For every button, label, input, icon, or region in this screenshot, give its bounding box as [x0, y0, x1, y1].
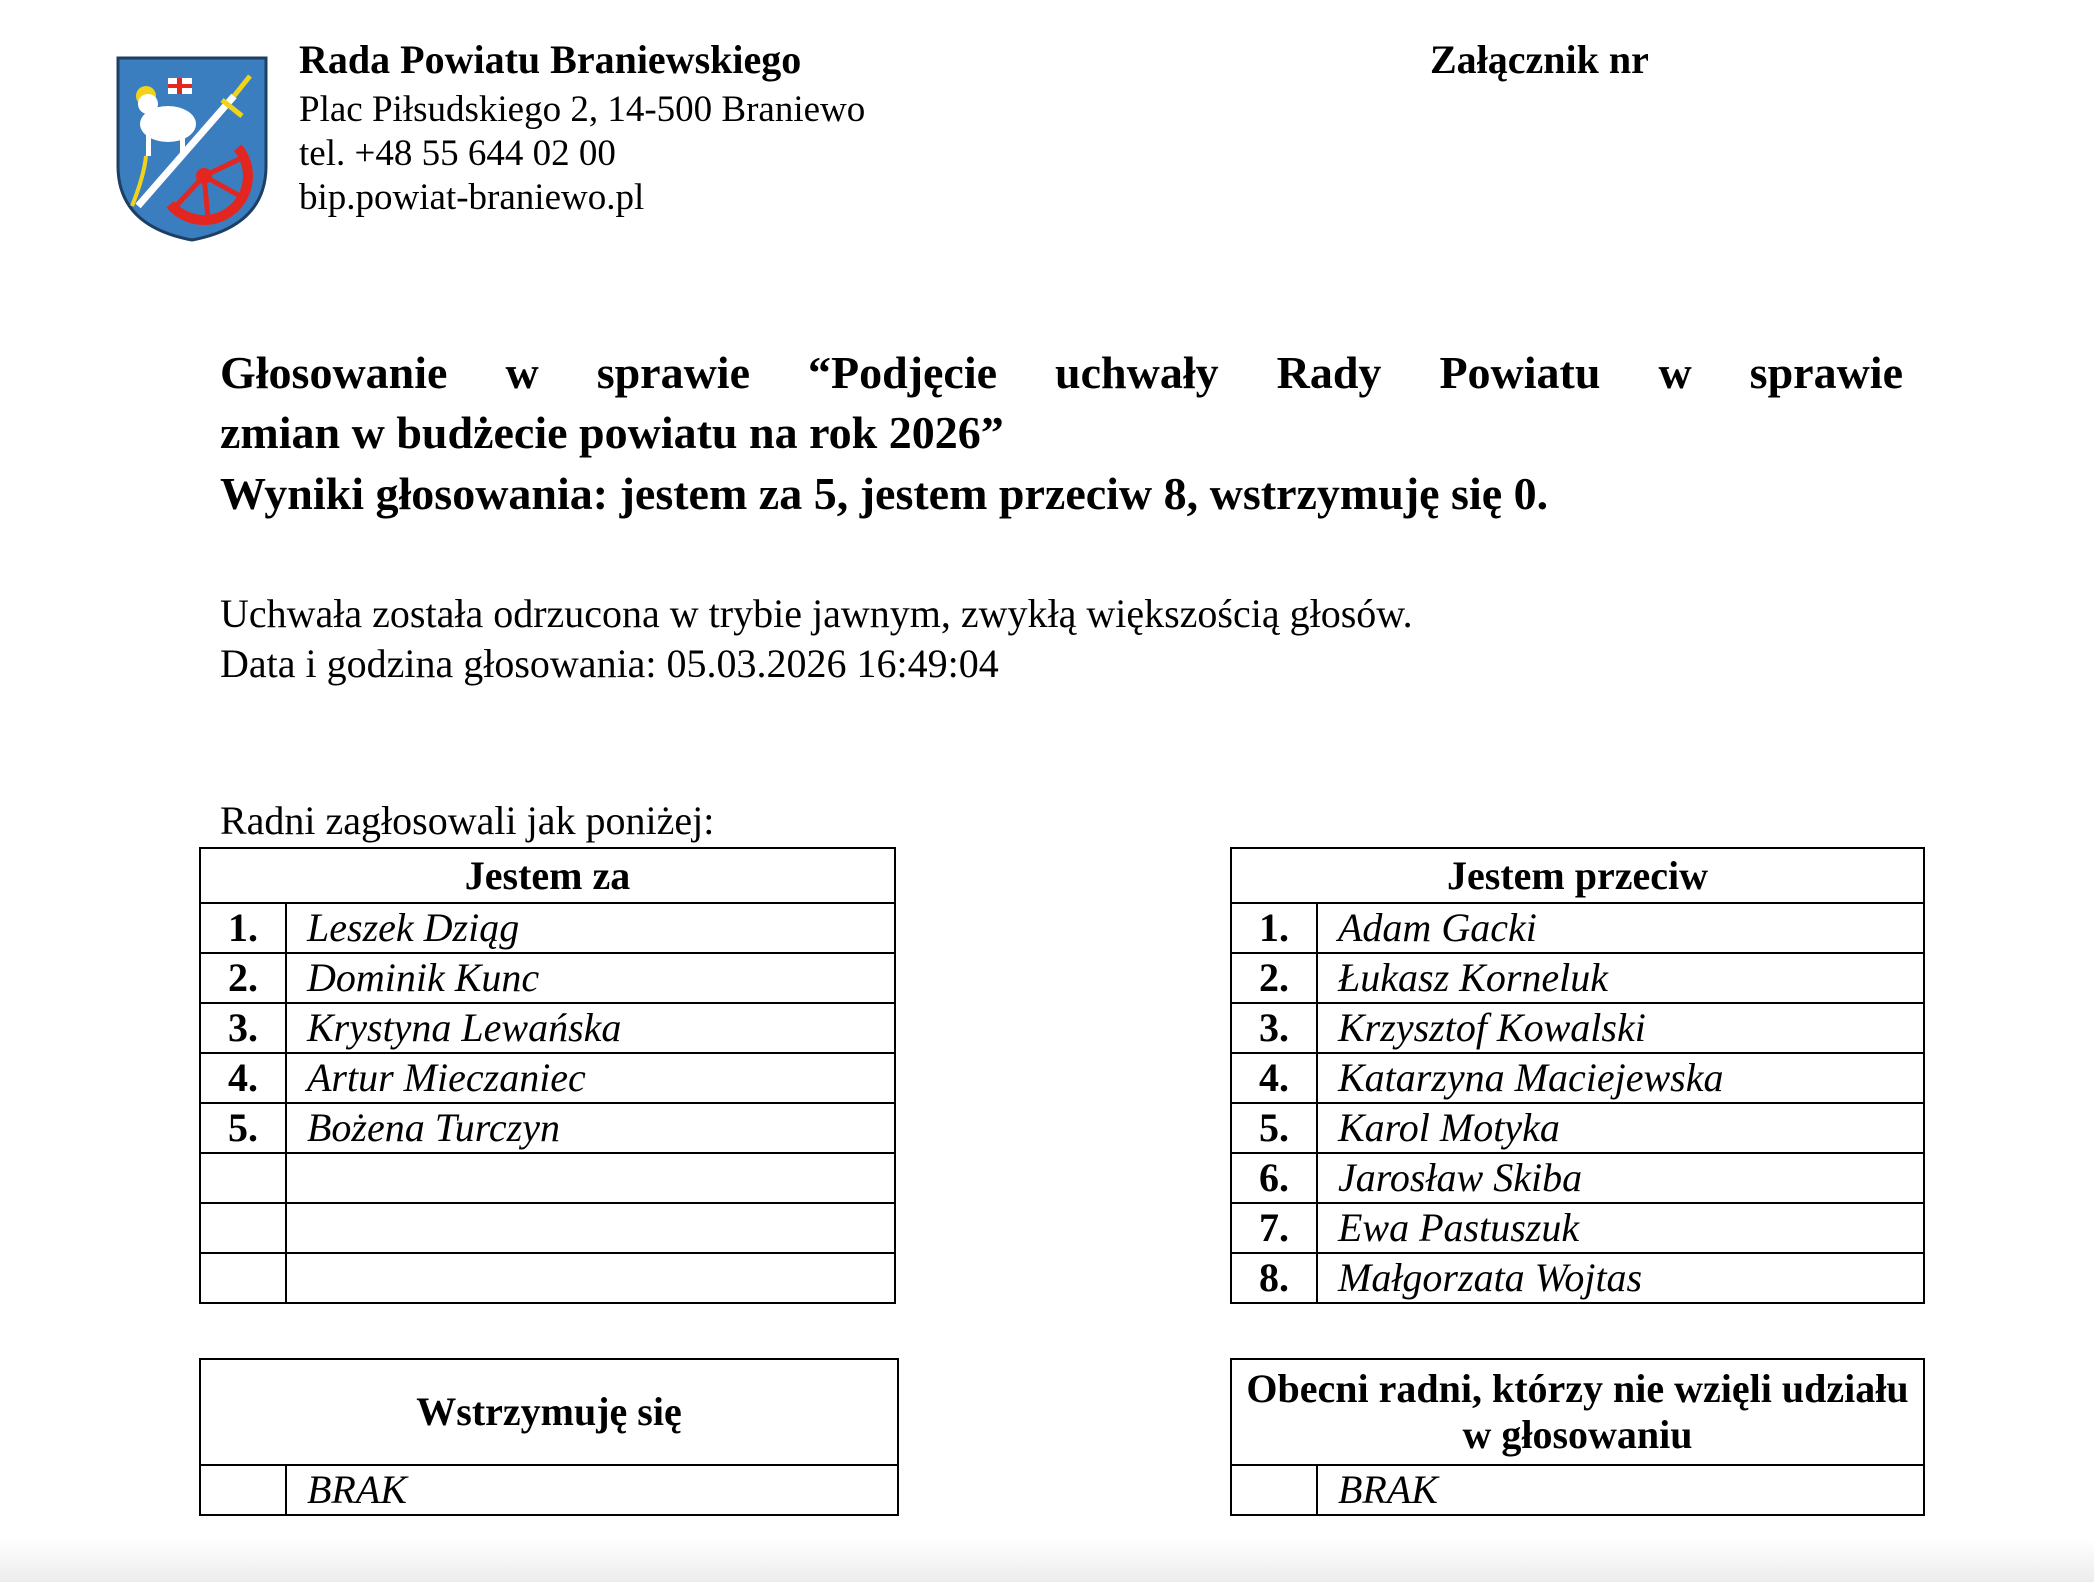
table-row: [200, 953, 895, 1003]
table-row: [200, 1153, 895, 1203]
table-row: [200, 1203, 895, 1253]
row-number: 2.: [1231, 953, 1317, 1003]
councillor-name: Krystyna Lewańska: [286, 1003, 895, 1053]
table-abstain: [199, 1358, 899, 1516]
heading-line-1: Głosowanie w sprawie “Podjęcie uchwały Rady Powiatu w sprawie: [220, 347, 1903, 398]
resolution-result: Uchwała została odrzucona w trybie jawnym, zwykłą większością głosów.: [220, 591, 1413, 636]
votes-intro: Radni zagłosowali jak poniżej:: [220, 798, 715, 843]
table-row: [200, 1253, 895, 1303]
table-row: [1231, 1153, 1924, 1203]
row-number: 8.: [1231, 1253, 1317, 1303]
table-row: [1231, 1053, 1924, 1103]
table-title: Obecni radni, którzy nie wzięli udziału w głosowaniu: [1231, 1359, 1924, 1465]
councillor-name: Dominik Kunc: [286, 953, 895, 1003]
row-number: 1.: [200, 903, 286, 953]
councillor-name: BRAK: [1317, 1465, 1924, 1515]
row-number: 3.: [1231, 1003, 1317, 1053]
row-number: 4.: [1231, 1053, 1317, 1103]
table-row: [200, 1053, 895, 1103]
table-row: [1231, 1465, 1924, 1515]
row-number: [200, 1253, 286, 1303]
councillor-name: Krzysztof Kowalski: [1317, 1003, 1924, 1053]
heading-line-2: zmian w budżecie powiatu na rok 2026”: [220, 407, 1004, 458]
table-title: Jestem za: [200, 848, 895, 903]
table-row: [1231, 953, 1924, 1003]
vote-datetime: Data i godzina głosowania: 05.03.2026 16:49:04: [220, 641, 999, 686]
councillor-name: Łukasz Korneluk: [1317, 953, 1924, 1003]
row-number: 5.: [1231, 1103, 1317, 1153]
row-number: [200, 1153, 286, 1203]
row-number: 3.: [200, 1003, 286, 1053]
table-row: [1231, 903, 1924, 953]
table-row: [200, 1003, 895, 1053]
councillor-name: Ewa Pastuszuk: [1317, 1203, 1924, 1253]
org-address: Plac Piłsudskiego 2, 14-500 Braniewo: [299, 89, 866, 130]
councillor-name: Adam Gacki: [1317, 903, 1924, 953]
councillor-name: Jarosław Skiba: [1317, 1153, 1924, 1203]
annex-label: Załącznik nr: [1430, 37, 1649, 82]
councillor-name: Artur Mieczaniec: [286, 1053, 895, 1103]
vote-results-summary: Wyniki głosowania: jestem za 5, jestem przeciw 8, wstrzymuję się 0.: [220, 468, 1549, 519]
row-number: [1231, 1465, 1317, 1515]
councillor-name: Bożena Turczyn: [286, 1103, 895, 1153]
councillor-name: BRAK: [286, 1465, 898, 1515]
table-present-not-voting: [1230, 1358, 1925, 1516]
councillor-name: [286, 1253, 895, 1303]
row-number: [200, 1203, 286, 1253]
row-number: 7.: [1231, 1203, 1317, 1253]
table-title: Wstrzymuję się: [200, 1359, 898, 1465]
table-for: [199, 847, 896, 1304]
councillor-name: Katarzyna Maciejewska: [1317, 1053, 1924, 1103]
row-number: 5.: [200, 1103, 286, 1153]
table-row: [1231, 1103, 1924, 1153]
table-row: [200, 903, 895, 953]
table-row: [1231, 1003, 1924, 1053]
org-website: bip.powiat-braniewo.pl: [299, 177, 645, 218]
org-phone: tel. +48 55 644 02 00: [299, 133, 616, 174]
row-number: 2.: [200, 953, 286, 1003]
councillor-name: [286, 1153, 895, 1203]
page-bottom-shadow: [0, 1540, 2094, 1582]
table-title: Jestem przeciw: [1231, 848, 1924, 903]
row-number: [200, 1465, 286, 1515]
table-row: [1231, 1253, 1924, 1303]
row-number: 4.: [200, 1053, 286, 1103]
table-row: [1231, 1203, 1924, 1253]
councillor-name: Karol Motyka: [1317, 1103, 1924, 1153]
coat-of-arms-logo: [116, 56, 268, 242]
table-row: [200, 1103, 895, 1153]
org-name: Rada Powiatu Braniewskiego: [299, 37, 802, 82]
table-against: [1230, 847, 1925, 1304]
councillor-name: Małgorzata Wojtas: [1317, 1253, 1924, 1303]
table-row: [200, 1465, 898, 1515]
councillor-name: Leszek Dziąg: [286, 903, 895, 953]
row-number: 1.: [1231, 903, 1317, 953]
row-number: 6.: [1231, 1153, 1317, 1203]
councillor-name: [286, 1203, 895, 1253]
